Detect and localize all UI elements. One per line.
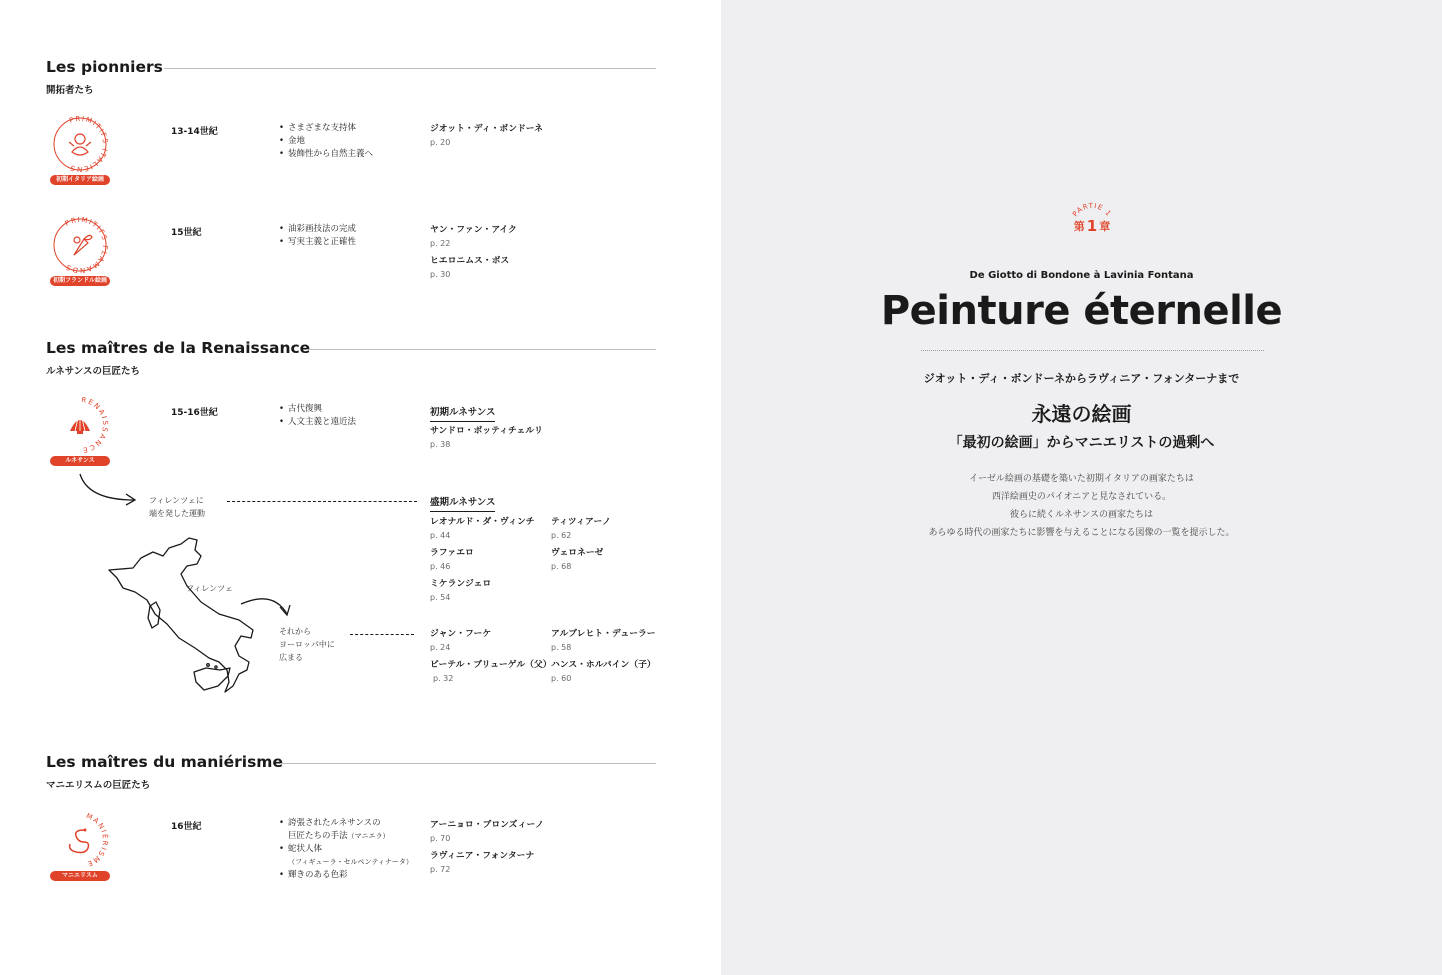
artist-name[interactable]: ヴェロネーゼ bbox=[551, 548, 604, 558]
note-map-florence: フィレンツェ bbox=[186, 584, 233, 593]
chapter-marker bbox=[1061, 193, 1123, 241]
feature-item: • 輝きのある色彩 bbox=[279, 869, 413, 882]
right-page bbox=[721, 0, 1442, 975]
artist-entry[interactable] bbox=[430, 223, 517, 251]
intro-line: 西洋絵画史のパイオニアと見なされている。 bbox=[991, 492, 1172, 502]
svg-text:第1章 bbox=[1074, 217, 1110, 235]
feature-list bbox=[279, 223, 356, 249]
feature-item: • 油彩画技法の完成 bbox=[279, 223, 356, 236]
feature-item: • 蛇状人体 （フィギューラ・セルペンティナータ） bbox=[279, 843, 413, 869]
feature-list bbox=[279, 403, 356, 429]
section-subtitle-pioneers: 開拓者たち bbox=[46, 85, 94, 96]
artist-page: p. 54 bbox=[430, 593, 451, 602]
dashed-connector bbox=[227, 501, 417, 502]
artist-entry[interactable] bbox=[430, 627, 491, 655]
badge-ring-text: PRIMITIFS ITALIENS bbox=[68, 114, 110, 174]
artist-entry[interactable] bbox=[430, 515, 535, 543]
note-spread-europe bbox=[279, 625, 335, 664]
section-title-pioneers: Les pionniers bbox=[46, 58, 163, 76]
note-line: 端を発した運動 bbox=[149, 509, 205, 518]
scallop-shell-icon bbox=[48, 393, 112, 455]
badge-primitifs-italiens bbox=[48, 112, 112, 183]
feature-item: • 写実主義と正確性 bbox=[279, 236, 356, 249]
chapter-number: 1 bbox=[1086, 217, 1098, 235]
cherub-icon bbox=[48, 112, 112, 174]
artist-page: p. 58 bbox=[551, 643, 572, 652]
chapter-title: Peinture éternelle bbox=[880, 288, 1283, 334]
italy-map bbox=[109, 538, 253, 692]
group-heading-high-renaissance: 盛期ルネサンス bbox=[430, 494, 495, 512]
badge-manierisme bbox=[48, 808, 112, 879]
artist-name[interactable]: サンドロ・ボッティチェルリ bbox=[430, 426, 543, 436]
angel-icon bbox=[48, 213, 112, 275]
artist-name[interactable]: ピーテル・ブリューゲル（父） bbox=[430, 660, 552, 670]
artist-page: p. 32 bbox=[433, 674, 454, 683]
artist-entry[interactable] bbox=[551, 627, 656, 655]
artist-entry[interactable] bbox=[551, 546, 603, 574]
section-title-renaissance: Les maîtres de la Renaissance bbox=[46, 339, 311, 357]
jp-kicker: ジオット・ディ・ボンドーネからラヴィニア・フォンターナまで bbox=[923, 372, 1240, 385]
section-rule bbox=[164, 68, 656, 69]
badge-ring-text: PRIMITIFS FLAMANDS bbox=[63, 215, 110, 275]
curved-arrow-icon bbox=[241, 599, 290, 615]
section-title-mannerism: Les maîtres du maniérisme bbox=[46, 753, 283, 771]
note-line: 広まる bbox=[279, 653, 303, 662]
artist-page: p. 70 bbox=[430, 834, 451, 843]
badge-ring-text: MANIÉRISME bbox=[84, 811, 110, 869]
dotted-divider bbox=[921, 350, 1264, 351]
artist-entry[interactable] bbox=[551, 515, 611, 543]
artist-name[interactable]: アルブレヒト・デューラー bbox=[551, 629, 656, 639]
note-line: フィレンツェに bbox=[149, 496, 204, 505]
artist-page: p. 30 bbox=[430, 270, 451, 279]
artist-name[interactable]: ジャン・フーケ bbox=[430, 629, 492, 639]
feature-item: • 誇張されたルネサンスの 巨匠たちの手法（マニエラ） bbox=[279, 817, 413, 843]
intro-line: 彼らに続くルネサンスの画家たちは bbox=[1009, 510, 1153, 520]
chapter-label-b: 章 bbox=[1099, 220, 1111, 233]
intro-line: あらゆる時代の画家たちに影響を与えることになる図像の一覧を提示した。 bbox=[928, 528, 1235, 538]
section-rule bbox=[307, 349, 656, 350]
jp-title: 永遠の絵画 bbox=[1031, 402, 1132, 426]
badge-tag: マニエリスム bbox=[50, 871, 110, 881]
badge-tag: 初期イタリア絵画 bbox=[50, 175, 110, 185]
artist-name[interactable]: ジオット・ディ・ボンドーネ bbox=[430, 124, 543, 134]
badge-ring-text: RENAISSANCE bbox=[80, 395, 110, 455]
feature-list bbox=[279, 122, 373, 161]
artist-page: p. 46 bbox=[430, 562, 451, 571]
artist-name[interactable]: ヒエロニムス・ボス bbox=[430, 256, 510, 266]
group-heading-early-renaissance: 初期ルネサンス bbox=[430, 404, 495, 422]
artist-page: p. 72 bbox=[430, 865, 451, 874]
artist-entry[interactable] bbox=[430, 818, 544, 846]
artist-page: p. 62 bbox=[551, 531, 572, 540]
artist-entry[interactable] bbox=[430, 546, 474, 574]
badge-tag: 初期フランドル絵画 bbox=[50, 276, 110, 286]
section-rule bbox=[280, 763, 656, 764]
artist-name[interactable]: ヤン・ファン・アイク bbox=[430, 225, 517, 235]
artist-page: p. 22 bbox=[430, 239, 451, 248]
century-label: 16世紀 bbox=[171, 822, 202, 832]
chapter-kicker: De Giotto di Bondone à Lavinia Fontana bbox=[969, 270, 1194, 281]
feature-item: • 装飾性から自然主義へ bbox=[279, 148, 373, 161]
curved-arrow-icon bbox=[80, 474, 135, 505]
feature-item: • さまざまな支持体 bbox=[279, 122, 373, 135]
artist-page: p. 20 bbox=[430, 138, 451, 147]
intro-line: イーゼル絵画の基礎を築いた初期イタリアの画家たちは bbox=[969, 474, 1194, 484]
serpent-icon bbox=[48, 808, 112, 870]
section-subtitle-mannerism: マニエリスムの巨匠たち bbox=[46, 780, 151, 791]
artist-name[interactable]: ティツィアーノ bbox=[551, 517, 611, 527]
artist-name[interactable]: ラヴィニア・フォンターナ bbox=[430, 851, 535, 861]
feature-item: • 金地 bbox=[279, 135, 373, 148]
century-label: 15世紀 bbox=[171, 228, 202, 238]
artist-entry[interactable] bbox=[551, 658, 656, 686]
badge-tag: ルネサンス bbox=[50, 456, 110, 466]
note-line: それから bbox=[279, 627, 311, 636]
part-label: PARTIE 1 bbox=[1071, 201, 1113, 219]
artist-name[interactable]: ハンス・ホルバイン（子） bbox=[551, 660, 656, 670]
feature-item: • 人文主義と遠近法 bbox=[279, 416, 356, 429]
artist-entry[interactable] bbox=[430, 577, 491, 605]
note-line: ヨーロッパ中に bbox=[279, 640, 335, 649]
artist-entry[interactable] bbox=[430, 122, 543, 150]
svg-text:MANIÉRISME bbox=[85, 812, 110, 868]
feature-list bbox=[279, 817, 413, 882]
feature-item: • 古代復興 bbox=[279, 403, 356, 416]
artist-entry[interactable] bbox=[430, 658, 552, 686]
artist-page: p. 68 bbox=[551, 562, 572, 571]
badge-renaissance bbox=[48, 393, 112, 464]
chapter-label-a: 第 bbox=[1073, 220, 1085, 233]
artist-name[interactable]: ラファエロ bbox=[430, 548, 474, 558]
century-label: 13-14世紀 bbox=[171, 127, 218, 137]
dashed-connector bbox=[350, 634, 414, 635]
artist-page: p. 24 bbox=[430, 643, 451, 652]
artist-entry[interactable] bbox=[430, 424, 543, 452]
artist-name[interactable]: アーニョロ・ブロンズィーノ bbox=[430, 820, 544, 830]
note-florence-origin bbox=[149, 494, 205, 520]
badge-primitifs-flamands bbox=[48, 213, 112, 284]
jp-subtitle: 「最初の絵画」からマニエリストの過剰へ bbox=[948, 435, 1215, 451]
artist-entry[interactable] bbox=[430, 849, 534, 877]
artist-entry[interactable] bbox=[430, 254, 509, 282]
svg-text:PARTIE 1 bbox=[1071, 202, 1113, 218]
artist-name[interactable]: ミケランジェロ bbox=[430, 579, 492, 589]
century-label: 15-16世紀 bbox=[171, 408, 218, 418]
artist-page: p. 60 bbox=[551, 674, 572, 683]
section-subtitle-renaissance: ルネサンスの巨匠たち bbox=[46, 366, 140, 377]
artist-page: p. 38 bbox=[430, 440, 451, 449]
artist-name[interactable]: レオナルド・ダ・ヴィンチ bbox=[430, 517, 535, 527]
chapter-intro bbox=[721, 470, 1442, 542]
artist-page: p. 44 bbox=[430, 531, 451, 540]
